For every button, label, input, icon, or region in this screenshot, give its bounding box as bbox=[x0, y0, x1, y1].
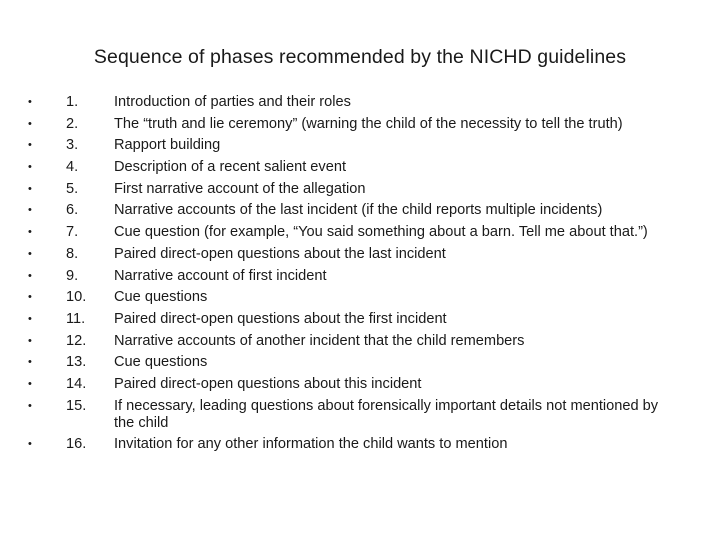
bullet-icon: • bbox=[28, 117, 32, 130]
item-number: 11. bbox=[66, 310, 86, 327]
item-text: Introduction of parties and their roles bbox=[114, 94, 351, 110]
list-item bbox=[0, 289, 720, 306]
item-text: Cue questions bbox=[114, 354, 208, 371]
list-item bbox=[0, 436, 720, 453]
list-item bbox=[0, 268, 720, 285]
item-text: If necessary, leading questions about forensically important details not mentioned by the child bbox=[114, 397, 659, 431]
bullet-icon: • bbox=[28, 139, 32, 152]
list-item bbox=[0, 224, 720, 241]
item-number: 15. bbox=[66, 397, 87, 414]
list-item bbox=[0, 181, 720, 198]
item-number: 13. bbox=[66, 354, 87, 371]
bullet-icon: • bbox=[28, 312, 32, 325]
item-number: 12. bbox=[66, 332, 87, 349]
list-item bbox=[0, 137, 720, 154]
list-item bbox=[0, 246, 720, 263]
bullet-icon: • bbox=[28, 226, 32, 239]
item-number: 1. bbox=[66, 94, 79, 110]
list-item bbox=[0, 159, 720, 176]
bullet-icon: • bbox=[28, 438, 32, 451]
item-text: Cue question (for example, “You said something about a barn. Tell me about that.”) bbox=[114, 224, 648, 241]
item-number: 3. bbox=[66, 137, 79, 154]
item-number: 9. bbox=[66, 267, 79, 284]
item-text: Invitation for any other information the child wants to mention bbox=[114, 436, 508, 453]
item-text: Cue questions bbox=[114, 289, 208, 306]
item-number: 14. bbox=[66, 375, 87, 392]
list-item bbox=[0, 94, 720, 111]
bullet-icon: • bbox=[28, 269, 32, 282]
item-text: Description of a recent salient event bbox=[114, 159, 347, 176]
item-text: The “truth and lie ceremony” (warning the child of the necessity to tell the truth) bbox=[114, 115, 623, 132]
bullet-icon: • bbox=[28, 334, 32, 347]
item-text: Narrative account of first incident bbox=[114, 267, 327, 284]
item-text: Paired direct-open questions about this incident bbox=[114, 375, 422, 392]
bullet-icon: • bbox=[28, 377, 32, 390]
item-number: 16. bbox=[66, 436, 87, 453]
list-item bbox=[0, 311, 720, 328]
item-number: 7. bbox=[66, 224, 79, 241]
bullet-icon: • bbox=[28, 182, 32, 195]
bullet-icon: • bbox=[28, 399, 32, 412]
item-text: Narrative accounts of the last incident (if the child reports multiple incidents) bbox=[114, 202, 603, 219]
list-item bbox=[0, 116, 720, 133]
list-item bbox=[0, 354, 720, 371]
item-text: Narrative accounts of another incident that the child remembers bbox=[114, 332, 525, 349]
bullet-icon: • bbox=[28, 356, 32, 369]
page-title: Sequence of phases recommended by the NICHD guidelines bbox=[93, 46, 627, 68]
item-text: Rapport building bbox=[114, 137, 221, 154]
list-item bbox=[0, 398, 720, 432]
phase-list bbox=[0, 94, 720, 458]
item-text: First narrative account of the allegation bbox=[114, 180, 366, 197]
list-item bbox=[0, 376, 720, 393]
item-text: Paired direct-open questions about the last incident bbox=[114, 245, 446, 262]
bullet-icon: • bbox=[28, 247, 32, 260]
bullet-icon: • bbox=[28, 161, 32, 174]
item-number: 4. bbox=[66, 159, 79, 176]
list-item bbox=[0, 333, 720, 350]
item-text: Paired direct-open questions about the first incident bbox=[114, 310, 447, 327]
bullet-icon: • bbox=[28, 204, 32, 217]
item-number: 8. bbox=[66, 245, 79, 262]
bullet-icon: • bbox=[28, 96, 32, 108]
bullet-icon: • bbox=[28, 291, 32, 304]
item-number: 5. bbox=[66, 180, 79, 197]
item-number: 6. bbox=[66, 202, 79, 219]
item-number: 10. bbox=[66, 289, 87, 306]
list-item bbox=[0, 202, 720, 219]
item-number: 2. bbox=[66, 115, 79, 132]
